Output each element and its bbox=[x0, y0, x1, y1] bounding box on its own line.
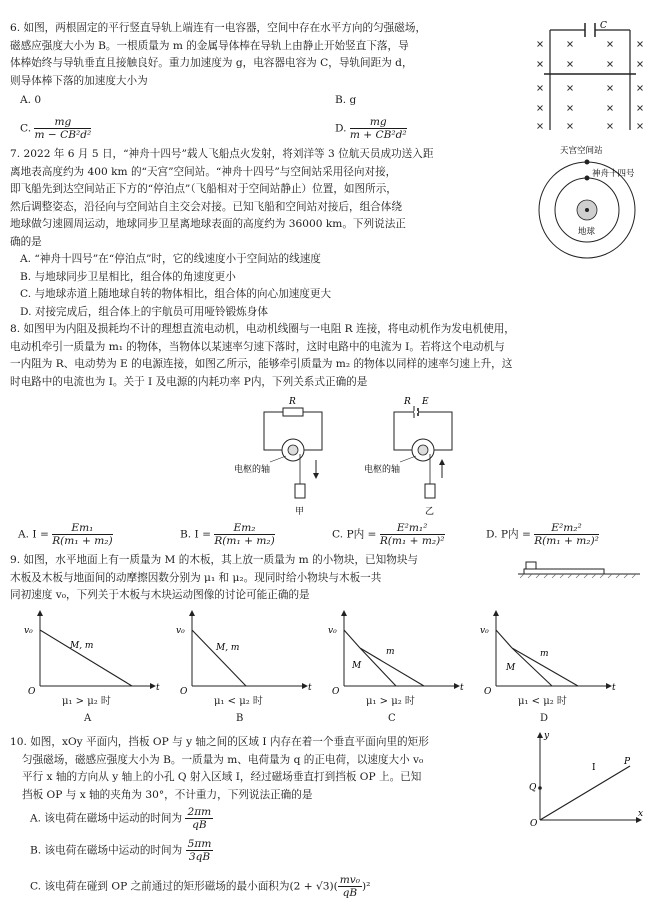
figure-jia-label: 甲 bbox=[295, 507, 305, 517]
graph-b-condition: μ₁ < μ₂ 时 bbox=[214, 696, 263, 707]
q10-option-a-numerator: 2πm bbox=[187, 806, 212, 818]
q8-option-c-fraction bbox=[380, 522, 445, 547]
station-label: 天宫空间站 bbox=[560, 146, 603, 156]
graph-c-letter: C bbox=[388, 713, 396, 724]
mass-jia bbox=[295, 484, 305, 498]
graph-c bbox=[324, 608, 474, 728]
field-cross-icon bbox=[638, 106, 643, 111]
graph-d-t: t bbox=[612, 683, 616, 693]
q8-line-2: 电动机牵引一质量为 m₁ 的物体，当物体以某速率匀速下落时，这时电路中的电流为 I。若将这个电动机与 bbox=[10, 340, 505, 353]
graph-b-v0: v₀ bbox=[176, 626, 185, 636]
q8-option-b-label: B. I = bbox=[180, 528, 211, 541]
q8-option-c bbox=[332, 522, 445, 547]
origin-label: O bbox=[530, 819, 538, 828]
q10-option-b-denominator: 3qB bbox=[188, 851, 211, 863]
graph-a bbox=[20, 608, 170, 728]
q6-figure bbox=[530, 18, 648, 136]
q10-line-4: 挡板 OP 与 x 轴的夹角为 30°，不计重力，下列说法正确的是 bbox=[22, 788, 313, 801]
resistor-jia-label: R bbox=[289, 397, 296, 407]
q7-option-c: C. 与地球赤道上随地球自转的物体相比，组合体的向心加速度更大 bbox=[20, 288, 332, 300]
region-I-label: Ⅰ bbox=[592, 763, 596, 773]
q6-line-4: 则导体棒下落的加速度大小为 bbox=[10, 74, 148, 87]
graph-d bbox=[476, 608, 626, 728]
q7-line-5: 地球做匀速圆周运动，地球同步卫星离地球表面的高度约为 36000 km。下列说法正 bbox=[10, 218, 406, 230]
q8-option-d bbox=[486, 522, 599, 547]
graph-d-common-line bbox=[496, 630, 512, 648]
question-8 bbox=[10, 321, 515, 391]
q10-option-b bbox=[30, 838, 213, 863]
q6-option-c-label: C. bbox=[20, 122, 32, 135]
q10-option-c-fraction bbox=[338, 874, 362, 899]
field-cross-icon bbox=[538, 106, 543, 111]
q10-line-2: 匀强磁场，磁感应强度大小为 B。一质量为 m、电荷量为 q 的正电荷，以速度大小 v₀ bbox=[22, 753, 424, 766]
q6-option-c-denominator: m − CB²d² bbox=[34, 129, 92, 141]
emf-label: E bbox=[422, 397, 429, 407]
field-cross-icon bbox=[608, 42, 613, 47]
q10-line-1: 10. 如图，xOy 平面内，挡板 OP 与 y 轴之间的区域 Ⅰ 内存在着一个垂直平面向里的矩形 bbox=[10, 736, 429, 748]
graph-d-origin: O bbox=[484, 687, 492, 694]
graph-d-letter: D bbox=[540, 713, 549, 724]
ship-label: 神舟十四号 bbox=[592, 169, 635, 179]
q6-option-d-denominator: m + CB²d² bbox=[349, 129, 407, 141]
q7-line-4: 然后调整姿态，沿径向与空间站自主交会对接。已知飞船和空间站对接后，组合体绕 bbox=[10, 200, 402, 213]
graph-b-line-mM bbox=[192, 630, 246, 686]
mass-yi bbox=[425, 484, 435, 498]
q6-option-a: A. 0 bbox=[20, 94, 42, 106]
q7-option-d: D. 对接完成后，组合体上的宇航员可用哑铃锻炼身体 bbox=[20, 305, 268, 318]
q9-line-1: 9. 如图，水平地面上有一质量为 M 的木板，其上放一质量为 m 的小物块，已知物块与 bbox=[10, 554, 419, 566]
q10-option-c-denominator: qB bbox=[342, 887, 358, 899]
q10-option-c bbox=[30, 874, 370, 899]
q6-option-b: B. g bbox=[335, 94, 357, 106]
q6-option-c bbox=[20, 116, 91, 141]
station-dot bbox=[585, 160, 590, 165]
graph-a-origin: O bbox=[28, 687, 36, 694]
q8-option-d-denominator: R(m₁ + m₂)² bbox=[534, 535, 599, 547]
graph-c-label-M: M bbox=[352, 661, 362, 671]
question-6 bbox=[10, 20, 426, 90]
field-cross-icon bbox=[638, 62, 643, 67]
q7-line-6: 确的是 bbox=[10, 235, 42, 248]
q6-option-d-label: D. bbox=[335, 122, 347, 135]
q8-option-a-fraction bbox=[52, 522, 112, 547]
q6-line-3: 体棒始终与导轨垂直且接触良好。重力加速度为 g，电容器电容为 C，导轨间距为 d， bbox=[10, 57, 413, 69]
capacitor-label: C bbox=[600, 21, 607, 31]
q7-line-3: 即飞船先到达空间站正下方的“停泊点”（飞船相对于空间站静止）位置，如图所示， bbox=[10, 183, 397, 195]
q8-option-d-numerator: E²m₂² bbox=[534, 522, 599, 535]
field-cross-icon bbox=[538, 42, 543, 47]
q10-figure bbox=[520, 728, 648, 828]
graph-d-v0: v₀ bbox=[480, 626, 489, 636]
field-cross-icon bbox=[568, 86, 573, 91]
q9-figure bbox=[518, 556, 643, 586]
graph-a-t: t bbox=[156, 683, 160, 693]
field-cross-icon bbox=[608, 62, 613, 67]
q7-line-1: 7. 2022 年 6 月 5 日，“神舟十四号”载人飞船点火发射，将刘洋等 3 位航天员成功送入距 bbox=[10, 148, 434, 160]
graph-d-label-m: m bbox=[540, 649, 549, 659]
q8-line-4: 时电路中的电流也为 I。关于 I 及电源的内耗功率 P内，下列关系式正确的是 bbox=[10, 375, 368, 388]
earth-label: 地球 bbox=[578, 227, 596, 237]
q8-option-b-fraction bbox=[214, 522, 274, 547]
q8-option-c-denominator: R(m₁ + m₂)² bbox=[379, 535, 445, 547]
q8-option-b-denominator: R(m₁ + m₂) bbox=[214, 535, 275, 547]
field-cross-icon bbox=[568, 42, 573, 47]
q6-option-d bbox=[335, 116, 407, 141]
q8-option-a-numerator: Em₁ bbox=[52, 522, 112, 535]
question-7 bbox=[10, 146, 433, 321]
field-cross-icon bbox=[638, 124, 643, 129]
q9-line-3: 同初速度 v₀，下列关于木板与木块运动图像的讨论可能正确的是 bbox=[10, 589, 310, 601]
figure-jia bbox=[234, 397, 322, 517]
q8-option-a-denominator: R(m₁ + m₂) bbox=[52, 535, 113, 547]
question-10 bbox=[10, 734, 429, 804]
field-cross-icon bbox=[608, 106, 613, 111]
q8-option-d-fraction bbox=[534, 522, 599, 547]
graph-a-condition: μ₁ > μ₂ 时 bbox=[62, 696, 111, 707]
q10-option-a-fraction bbox=[185, 806, 213, 831]
q10-option-a-label: A. 该电荷在磁场中运动的时间为 bbox=[30, 812, 183, 825]
field-cross-icon bbox=[638, 86, 643, 91]
graph-b-letter: B bbox=[236, 713, 244, 724]
q10-option-c-tail: )² bbox=[362, 880, 371, 893]
q10-option-b-label: B. 该电荷在磁场中运动的时间为 bbox=[30, 844, 183, 857]
field-cross-icon bbox=[568, 106, 573, 111]
field-cross-icon bbox=[568, 62, 573, 67]
q8-option-c-numerator: E²m₁² bbox=[380, 522, 445, 535]
q6-line-2: 磁感应强度大小为 B。一根质量为 m 的金属导体棒在导轨上由静止开始竖直下落，导 bbox=[10, 39, 409, 52]
q8-line-3: 一内阻为 R、电动势为 E 的电源连接，如图乙所示，能够牵引质量为 m₂ 的物体以同样的速率匀速上升，这 bbox=[10, 358, 513, 370]
figure-yi-label: 乙 bbox=[425, 507, 435, 517]
resistor-yi-label: R bbox=[404, 397, 411, 407]
q10-option-c-label: C. 该电荷在碰到 OP 之前通过的矩形磁场的最小面积为(2 + √3)( bbox=[30, 880, 338, 893]
q10-option-a-denominator: qB bbox=[192, 819, 207, 831]
field-crosses bbox=[538, 42, 643, 129]
q7-line-2: 离地表高度约为 400 km 的“天宫”空间站。“神舟十四号”与空间站采用径向对接， bbox=[10, 165, 397, 178]
graph-a-line-mM bbox=[40, 630, 132, 686]
graph-b-t: t bbox=[308, 683, 312, 693]
q8-option-d-label: D. P内 = bbox=[486, 528, 531, 541]
field-cross-icon bbox=[538, 62, 543, 67]
q6-option-d-fraction bbox=[350, 116, 407, 141]
q7-figure bbox=[532, 140, 647, 270]
axis-yi-label: 电枢的轴 bbox=[364, 465, 401, 475]
graph-a-v0: v₀ bbox=[24, 626, 33, 636]
field-cross-icon bbox=[608, 124, 613, 129]
q6-option-d-numerator: mg bbox=[350, 116, 407, 129]
q8-option-a-label: A. I = bbox=[18, 528, 49, 541]
field-cross-icon bbox=[638, 42, 643, 47]
block-m bbox=[526, 562, 536, 569]
field-cross-icon bbox=[568, 124, 573, 129]
graph-c-v0: v₀ bbox=[328, 626, 337, 636]
graph-c-condition: μ₁ > μ₂ 时 bbox=[366, 696, 415, 707]
q9-graphs bbox=[20, 608, 620, 728]
field-cross-icon bbox=[608, 86, 613, 91]
plank-M bbox=[524, 569, 604, 574]
q10-option-a bbox=[30, 806, 213, 831]
q10-option-c-numerator: mv₀ bbox=[339, 874, 360, 886]
graph-d-label-M: M bbox=[506, 663, 516, 673]
figure-yi bbox=[364, 397, 452, 517]
graph-c-origin: O bbox=[332, 687, 340, 694]
q6-option-c-fraction bbox=[34, 116, 91, 141]
graph-b-origin: O bbox=[180, 687, 188, 694]
graph-a-label: M, m bbox=[70, 641, 94, 651]
barrier-OP bbox=[540, 766, 630, 820]
field-cross-icon bbox=[538, 124, 543, 129]
y-axis-label: y bbox=[544, 731, 550, 741]
q-label: Q bbox=[529, 783, 537, 793]
q8-figures bbox=[230, 392, 470, 520]
q9-line-2: 木板及木板与地面间的动摩擦因数分别为 μ₁ 和 μ₂。现同时给小物块与木板一共 bbox=[10, 571, 382, 584]
q8-option-b-numerator: Em₂ bbox=[214, 522, 274, 535]
hole-Q bbox=[538, 786, 542, 790]
graph-b-label: M, m bbox=[216, 643, 240, 653]
graph-c-label-m: m bbox=[386, 647, 395, 657]
q8-option-b bbox=[180, 522, 275, 547]
q6-option-c-numerator: mg bbox=[34, 116, 91, 129]
resistor-jia bbox=[283, 408, 303, 416]
q7-option-b: B. 与地球同步卫星相比，组合体的角速度更小 bbox=[20, 270, 236, 283]
q7-option-a: A. “神舟十四号”在“停泊点”时，它的线速度小于空间站的线速度 bbox=[20, 253, 321, 265]
graph-c-t: t bbox=[460, 683, 464, 693]
q10-option-b-numerator: 5πm bbox=[187, 838, 212, 850]
graph-b bbox=[172, 608, 322, 728]
graph-c-common-line bbox=[344, 630, 360, 648]
question-9 bbox=[10, 552, 418, 605]
field-cross-icon bbox=[538, 86, 543, 91]
q8-option-a bbox=[18, 522, 113, 547]
ship-dot bbox=[585, 176, 590, 181]
axis-jia-label: 电枢的轴 bbox=[234, 465, 271, 475]
graph-d-condition: μ₁ < μ₂ 时 bbox=[518, 696, 567, 707]
q8-line-1: 8. 如图甲为内阻及损耗均不计的理想直流电动机，电动机线圈与一电阻 R 连接，将电动机作为发电机使用， bbox=[10, 323, 515, 335]
q8-option-c-label: C. P内 = bbox=[332, 528, 377, 541]
q10-line-3: 平行 x 轴的方向从 y 轴上的小孔 Q 射入区域 Ⅰ，经过磁场垂直打到挡板 OP 上。已知 bbox=[22, 771, 422, 783]
x-axis-label: x bbox=[638, 809, 644, 819]
q6-line-1: 6. 如图，两根固定的平行竖直导轨上端连有一电容器，空间中存在水平方向的匀强磁场， bbox=[10, 22, 427, 34]
q10-option-b-fraction bbox=[186, 838, 214, 863]
p-label: P bbox=[624, 757, 631, 767]
graph-a-letter: A bbox=[84, 713, 92, 724]
